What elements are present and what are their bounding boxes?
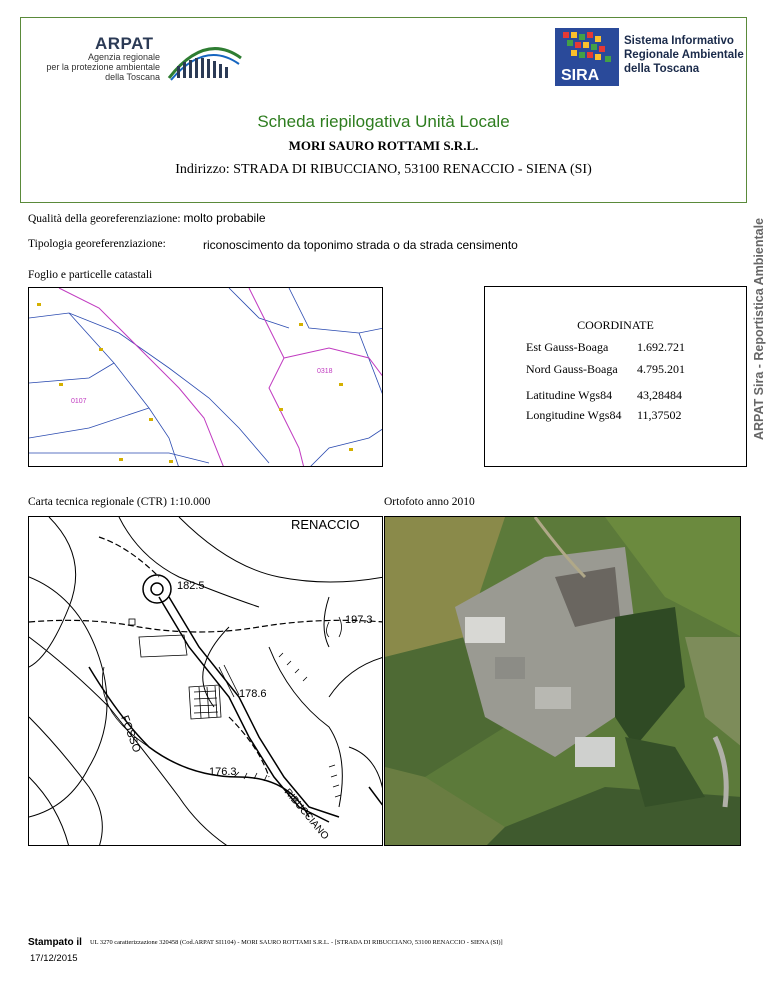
ortho-map-label: Ortofoto anno 2010 <box>384 496 475 508</box>
coord-value-nord: 4.795.201 <box>637 362 685 376</box>
printed-label: Stampato il <box>28 937 82 948</box>
ctr-elevation-2: 197.3 <box>345 614 373 626</box>
type-value: riconoscimento da toponimo strada o da strada censimento <box>203 238 518 252</box>
ctr-place-name: RENACCIO <box>291 517 360 532</box>
company-address: Indirizzo: STRADA DI RIBUCCIANO, 53100 RENACCIO - SIENA (SI) <box>175 162 592 177</box>
coord-label-lat: Latitudine Wgs84 <box>526 388 613 402</box>
sira-title-line-3: della Toscana <box>624 63 700 75</box>
quality-label-text: Qualità della georeferenziazione: <box>28 213 181 225</box>
cadastral-map-drawing <box>29 288 383 467</box>
sira-logo-name: SIRA <box>561 67 600 84</box>
ctr-elevation-1: 182.5 <box>177 580 205 592</box>
ctr-map-drawing <box>29 517 383 846</box>
arpat-sub-line-2: per la protezione ambientale <box>46 62 160 72</box>
side-label: ARPAT Sira - Reportistica Ambientale <box>752 217 766 440</box>
cadastral-label: Foglio e particelle catastali <box>28 269 153 281</box>
type-label: Tipologia georeferenziazione: <box>28 238 166 250</box>
coordinates-title: COORDINATE <box>577 318 654 332</box>
sira-title-line-2: Regionale Ambientale <box>624 49 744 61</box>
quality-label <box>28 211 266 225</box>
coord-value-est: 1.692.721 <box>637 340 685 354</box>
ctr-elevation-4: 176.3 <box>209 766 237 778</box>
coord-label-est: Est Gauss-Boaga <box>526 340 609 354</box>
ctr-map <box>28 516 383 846</box>
arpat-logo-subtitle <box>40 52 160 82</box>
ctr-elevation-3: 178.6 <box>239 688 267 700</box>
printed-date: 17/12/2015 <box>30 953 78 964</box>
ctr-road-label: RIBUCCIANO <box>281 786 331 843</box>
company-name: MORI SAURO ROTTAMI S.R.L. <box>288 138 479 153</box>
coord-value-lat: 43,28484 <box>637 388 682 402</box>
quality-value: molto probabile <box>183 211 266 225</box>
orthophoto-image <box>385 517 741 846</box>
footer-description: UL 3270 caratterizzazione 320458 (Cod.ARPAT SI1104) - MORI SAURO ROTTAMI S.R.L. - [STRADA DI RIBUCCIANO, 53100 RENACCIO - SIENA (SI)] <box>90 939 503 946</box>
orthophoto-map <box>384 516 741 846</box>
arpat-sub-line-3: della Toscana <box>105 72 160 82</box>
parcel-label-0107: 0107 <box>71 398 87 405</box>
parcel-label-0318: 0318 <box>317 368 333 375</box>
ctr-map-label: Carta tecnica regionale (CTR) 1:10.000 <box>28 496 211 508</box>
page-title: Scheda riepilogativa Unità Locale <box>257 112 510 131</box>
sira-title <box>624 34 744 76</box>
arpat-sub-line-1: Agenzia regionale <box>87 52 160 62</box>
arpat-logo-name: ARPAT <box>95 34 154 53</box>
sira-logo-mark <box>555 28 619 86</box>
sira-title-line-1: Sistema Informativo <box>624 35 734 47</box>
ctr-river-label: FOSSO <box>118 713 143 755</box>
coord-label-nord: Nord Gauss-Boaga <box>526 362 618 376</box>
coord-value-lon: 11,37502 <box>637 408 682 422</box>
cadastral-map <box>28 287 383 467</box>
arpat-trees-logo <box>165 38 245 84</box>
coord-label-lon: Longitudine Wgs84 <box>526 408 622 422</box>
